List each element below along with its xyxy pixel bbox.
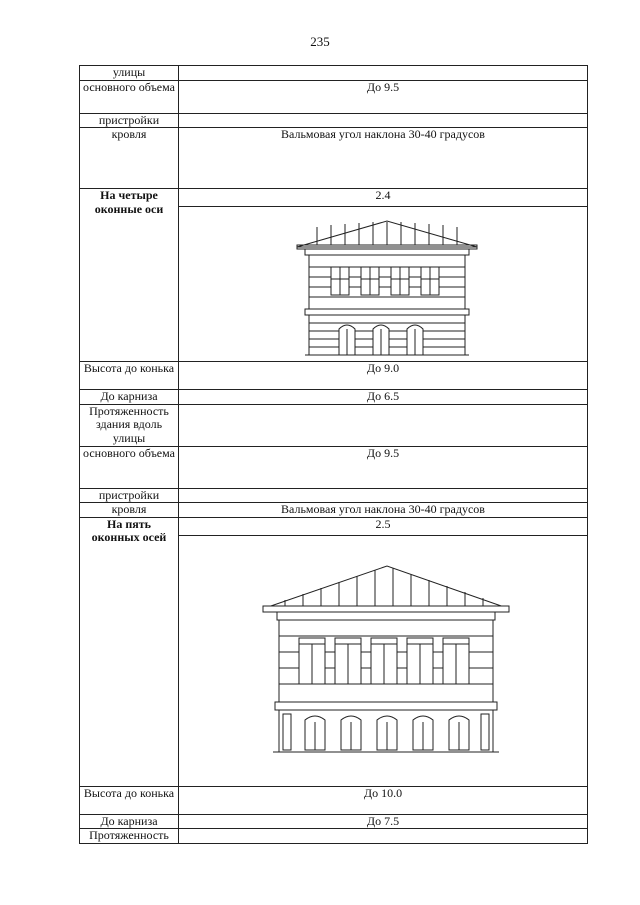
row-label: До карниза: [80, 390, 179, 405]
row-value: До 9.0: [179, 362, 588, 390]
section-code: 2.5: [179, 517, 588, 535]
row-label: пристройки: [80, 113, 179, 128]
row-value: [179, 404, 588, 446]
five-axis-facade-drawing: [181, 536, 588, 786]
row-cornice-5: [80, 814, 588, 829]
five-axis-drawing-cell: [179, 535, 588, 786]
row-label: кровля: [80, 128, 179, 189]
row-label: улицы: [80, 66, 179, 81]
four-axis-facade-drawing: [181, 207, 588, 361]
row-label: Высота до конька: [80, 362, 179, 390]
row-value: [179, 66, 588, 81]
row-main-volume-4: [80, 446, 588, 488]
row-value: [179, 488, 588, 503]
row-label: Протяженность: [80, 829, 179, 844]
row-ridge-height-5: [80, 786, 588, 814]
row-value: До 10.0: [179, 786, 588, 814]
row-value: Вальмовая угол наклона 30-40 градусов: [179, 128, 588, 189]
row-street: [80, 66, 588, 81]
row-length-5: [80, 829, 588, 844]
row-main-volume: [80, 80, 588, 113]
row-value: До 9.5: [179, 80, 588, 113]
row-value: До 9.5: [179, 446, 588, 488]
row-label: пристройки: [80, 488, 179, 503]
row-label: основного объема: [80, 446, 179, 488]
row-five-axis-title: [80, 517, 588, 535]
page-number: 235: [310, 34, 330, 49]
row-value: До 7.5: [179, 814, 588, 829]
row-value: [179, 113, 588, 128]
row-label: Высота до конька: [80, 786, 179, 814]
row-label: кровля: [80, 503, 179, 518]
row-value: [179, 829, 588, 844]
section-code: 2.4: [179, 189, 588, 207]
section-title: На четыре оконные оси: [80, 189, 179, 362]
row-label: основного объема: [80, 80, 179, 113]
row-length-4: [80, 404, 588, 446]
row-label: Протяженность здания вдоль улицы: [80, 404, 179, 446]
section-title: На пять оконных осей: [80, 517, 179, 786]
row-annex-4: [80, 488, 588, 503]
row-four-axis-title: [80, 189, 588, 207]
row-annex: [80, 113, 588, 128]
row-roof-4: [80, 503, 588, 518]
row-roof: [80, 128, 588, 189]
row-cornice-4: [80, 390, 588, 405]
spec-table: [79, 65, 588, 844]
row-value: До 6.5: [179, 390, 588, 405]
row-label: До карниза: [80, 814, 179, 829]
four-axis-drawing-cell: [179, 207, 588, 362]
row-ridge-height-4: [80, 362, 588, 390]
row-value: Вальмовая угол наклона 30-40 градусов: [179, 503, 588, 518]
